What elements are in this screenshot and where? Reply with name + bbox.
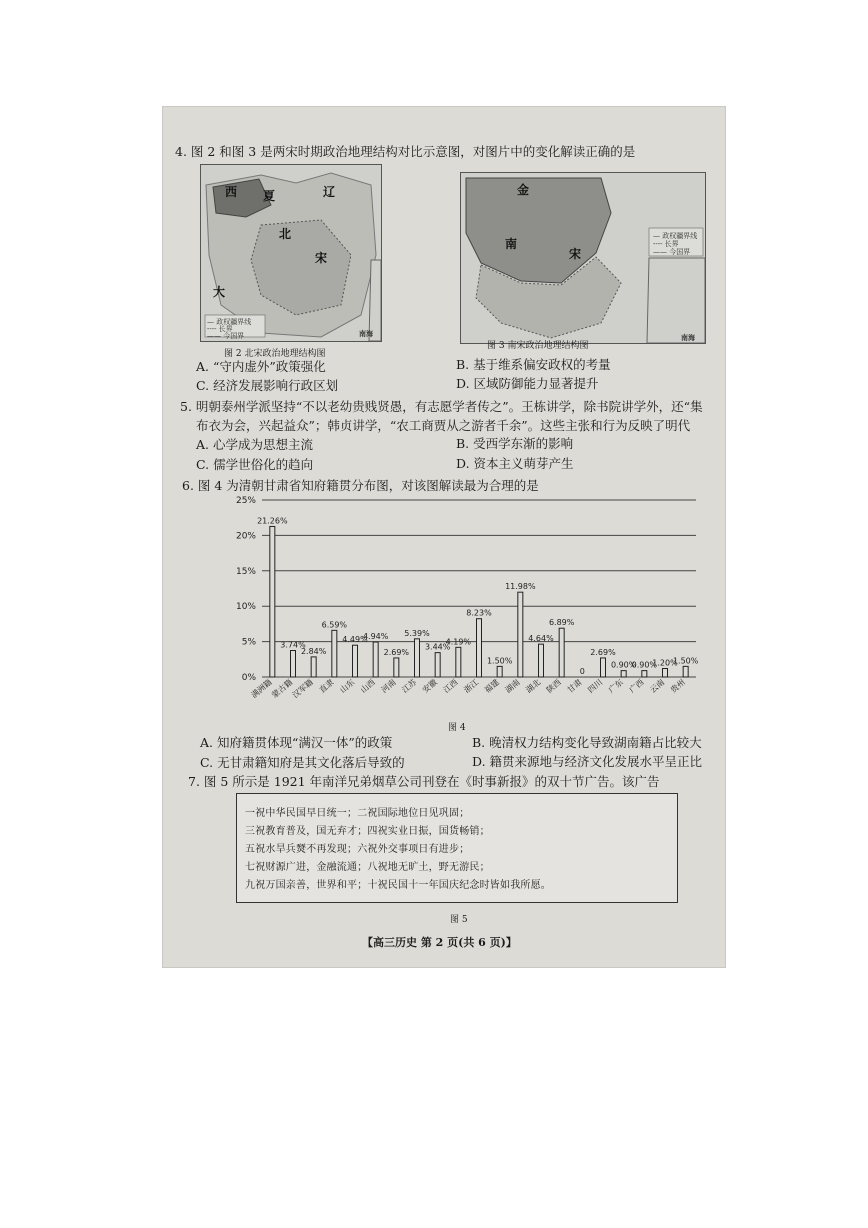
data-label: 6.59% [321,620,348,630]
x-tick-label: 甘肃 [565,677,584,695]
y-tick-label: 15% [235,566,256,577]
exam-page [162,106,726,968]
map2-legend-3: —— 今国界 [207,332,245,340]
map2-label-xi: 西 [225,185,238,199]
map3-legend-1: — 政权疆界线 [653,232,698,240]
q4-option-c[interactable]: C. 经济发展影响行政区划 [196,378,339,393]
x-tick-label: 江西 [441,677,460,695]
x-tick-label: 蒙古籍 [270,677,295,700]
q5-option-a[interactable]: A. 心学成为思想主流 [196,437,313,452]
map3-label-nanhai: 南海 [681,333,695,342]
q5-stem-line1: 5. 明朝泰州学派坚持“不以老幼贵贱贤愚，有志愿学者传之”。王栋讲学，除书院讲学外，还“集 [180,399,703,414]
x-tick-label: 山东 [338,677,357,695]
x-tick-label: 安徽 [420,677,439,695]
bar [683,666,688,677]
q7-stem: 7. 图 5 所示是 1921 年南洋兄弟烟草公司刊登在《时事新报》的双十节广告。该广告 [188,774,660,789]
map2-label-xia: 夏 [263,189,276,203]
map2-label-bei: 北 [279,227,292,241]
x-tick-label: 满洲籍 [249,677,274,700]
y-tick-label: 25% [235,496,256,506]
q5-option-c[interactable]: C. 儒学世俗化的趋向 [196,457,314,472]
y-tick-label: 10% [235,602,256,613]
x-tick-label: 山西 [358,677,377,695]
bar [291,651,296,677]
q7-caption: 图 5 [450,915,468,925]
q4-option-d[interactable]: D. 区域防御能力显著提升 [456,376,599,391]
data-label: 5.39% [404,628,430,638]
x-tick-label: 福建 [482,677,501,695]
y-tick-label: 5% [241,637,256,648]
q4-stem: 4. 图 2 和图 3 是两宋时期政治地理结构对比示意图，对图片中的变化解读正确的是 [175,144,636,159]
map2-label-nanhai: 南海 [359,329,373,338]
data-label: 0.90% [610,660,637,670]
map3-label-nan: 南 [505,237,518,251]
data-label: 4.19% [445,637,472,647]
page-footer: 【高三历史 第 2 页(共 6 页)】 [362,936,517,949]
bar [601,658,606,677]
data-label: 4.49% [342,635,368,645]
bar [415,639,420,677]
data-label: 8.23% [466,608,492,618]
data-label: 11.98% [505,582,536,592]
bar [456,647,461,677]
ad-line-5: 九祝万国亲善，世界和平；十祝民国十一年国庆纪念时皆如我所愿。 [245,880,551,891]
map-northern-song [200,164,382,342]
bar [353,645,358,677]
data-label: 3.74% [280,640,306,650]
data-label: 1.50% [672,656,699,666]
x-tick-label: 直隶 [317,677,336,695]
map3-legend-3: —— 今国界 [653,248,691,256]
bar-chart [226,492,706,732]
map-southern-song-drawing [461,173,705,343]
ad-line-3: 五祝水旱兵燹不再发现；六祝外交事项日有进步； [245,844,470,855]
advertisement-box [236,793,678,903]
x-tick-label: 湖北 [524,677,543,695]
map2-label-liao: 辽 [323,185,336,199]
bar [435,653,440,677]
map2-legend-1: — 政权疆界线 [207,318,252,326]
bar [518,592,523,677]
q6-option-a[interactable]: A. 知府籍贯体现“满汉一体”的政策 [200,735,393,750]
x-tick-label: 广西 [627,677,646,695]
q4-option-b[interactable]: B. 基于维系偏安政权的考量 [456,357,611,372]
bar [497,666,502,677]
data-label: 1.20% [652,658,678,668]
bar [559,628,564,677]
map3-legend-2: ---- 长界 [653,240,679,248]
q6-option-d[interactable]: D. 籍贯来源地与经济文化发展水平呈正比 [472,754,703,769]
bar [332,630,337,677]
q5-option-b[interactable]: B. 受西学东渐的影响 [456,436,574,451]
map2-caption: 图 2 北宋政治地理结构图 [224,349,326,359]
map3-label-jin: 金 [517,183,530,197]
bar [477,619,482,677]
data-label: 2.69% [590,647,616,657]
x-tick-label: 广东 [606,677,625,695]
q6-stem: 6. 图 4 为清朝甘肃省知府籍贯分布图，对该图解读最为合理的是 [182,478,539,493]
q5-stem-line2: 布衣为会，兴起益众”；韩贞讲学，“农工商贾从之游者千余”。这些主张和行为反映了明代 [196,418,691,433]
bar [539,644,544,677]
y-tick-label: 0% [241,673,256,683]
x-tick-label: 贵州 [668,677,687,695]
y-tick-label: 20% [235,531,256,542]
x-tick-label: 浙江 [462,677,481,695]
bar [311,657,316,677]
x-tick-label: 汉军籍 [290,677,315,700]
bar [642,671,647,677]
q6-chart-caption: 图 4 [448,723,466,733]
map2-label-song: 宋 [315,251,328,265]
data-label: 4.64% [528,634,554,644]
q6-option-b[interactable]: B. 晚清权力结构变化导致湖南籍占比较大 [472,735,702,750]
bar [663,669,668,677]
map2-label-da: 大 [213,285,226,299]
x-tick-label: 湖南 [503,677,522,695]
map-southern-song [460,172,706,344]
data-label: 3.44% [424,642,451,652]
x-tick-label: 云南 [648,677,667,695]
map3-label-song: 宋 [569,247,582,261]
data-label: 0.90% [631,660,658,670]
bar [621,671,626,677]
x-tick-label: 江苏 [400,677,419,695]
data-label: 1.50% [486,656,513,666]
x-tick-label: 河南 [379,677,398,695]
q4-option-a[interactable]: A. “守内虚外”政策强化 [196,359,326,374]
data-label: 6.89% [548,618,575,628]
bar [270,526,275,677]
ad-line-2: 三祝教育普及，国无弃才；四祝实业日振，国货畅销； [245,826,490,837]
map2-legend-2: ---- 长界 [207,325,233,333]
x-tick-label: 四川 [586,677,605,695]
q6-option-c[interactable]: C. 无甘肃籍知府是其文化落后导致的 [200,755,405,770]
ad-line-4: 七祝财源广进，金融流通；八祝地无旷土，野无游民； [245,862,490,873]
q5-option-d[interactable]: D. 资本主义萌芽产生 [456,456,574,471]
bar [394,658,399,677]
x-tick-label: 陕西 [544,677,563,695]
data-label: 4.94% [362,632,389,642]
data-label: 21.26% [257,516,288,526]
bar [373,642,378,677]
ad-line-1: 一祝中华民国早日统一；二祝国际地位日见巩固； [245,808,470,819]
data-label: 0 [579,667,585,676]
data-label: 2.84% [300,646,327,656]
map3-caption: 图 3 南宋政治地理结构图 [487,341,589,351]
data-label: 2.69% [383,647,410,657]
